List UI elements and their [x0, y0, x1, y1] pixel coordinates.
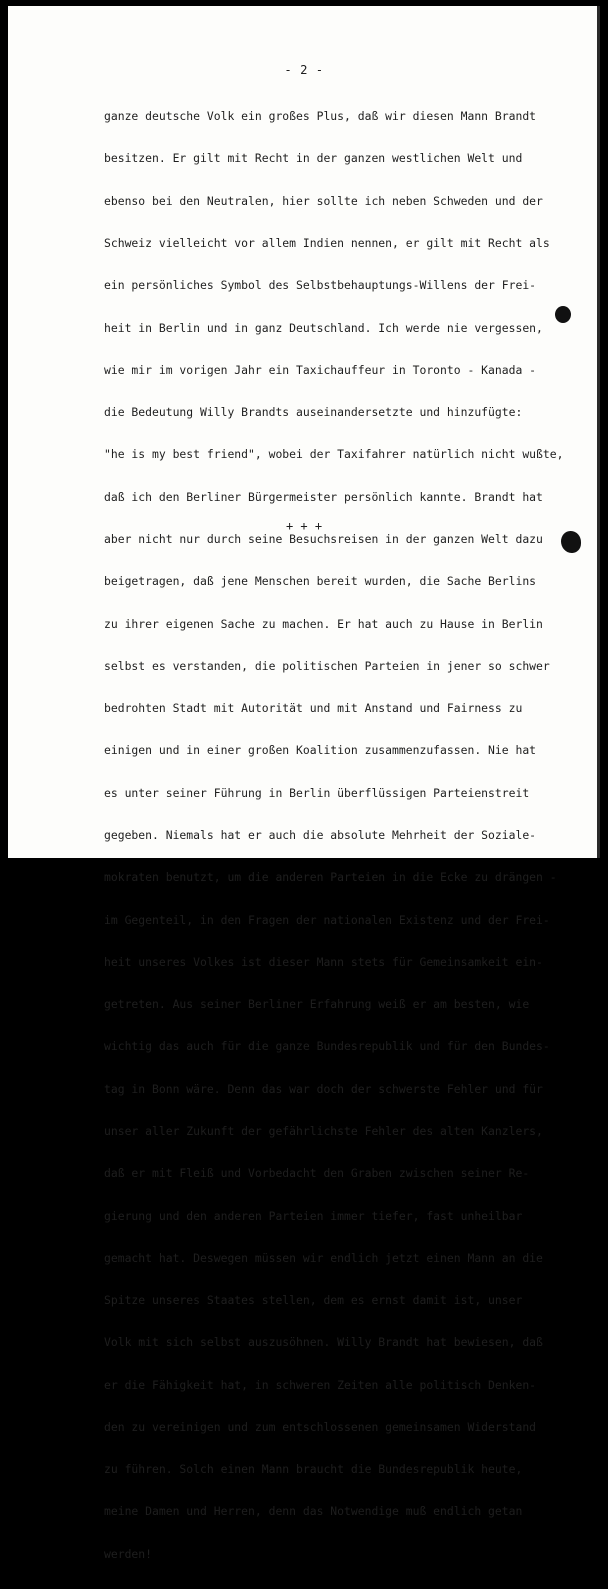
text-line: gierung und den anderen Parteien immer tiefer, fast unheilbar — [104, 1208, 523, 1223]
end-mark: + + + — [285, 519, 323, 533]
text-line: meine Damen und Herren, denn das Notwendige muß endlich getan — [104, 1504, 523, 1519]
text-line: im Gegenteil, in den Fragen der nationalen Existenz und der Frei- — [104, 912, 550, 927]
text-line: Spitze unseres Staates stellen, dem es ernst damit ist, unser — [104, 1293, 523, 1308]
ink-spot — [561, 531, 581, 553]
text-line: es unter seiner Führung in Berlin überflüssigen Parteienstreit — [104, 785, 530, 800]
text-line: einigen und in einer großen Koalition zusammenzufassen. Nie hat — [104, 743, 537, 758]
text-line: daß ich den Berliner Bürgermeister persönlich kannte. Brandt hat — [104, 489, 543, 504]
document-page — [8, 6, 600, 1561]
text-line: er die Fähigkeit hat, in schweren Zeiten alle politisch Denken- — [104, 1377, 537, 1392]
text-line: gemacht hat. Deswegen müssen wir endlich jetzt einen Mann an die — [104, 1250, 543, 1265]
text-line: selbst es verstanden, die politischen Parteien in jener so schwer — [104, 658, 550, 673]
text-line: tag in Bonn wäre. Denn das war doch der schwerste Fehler und für — [104, 1081, 543, 1096]
text-line: die Bedeutung Willy Brandts auseinandersetzte und hinzufügte: — [104, 405, 523, 420]
text-line: ebenso bei den Neutralen, hier sollte ich neben Schweden und der — [104, 193, 543, 208]
text-line: werden! — [104, 1546, 153, 1561]
text-line: ein persönliches Symbol des Selbstbehauptungs-Willens der Frei- — [104, 278, 537, 293]
text-line: Volk mit sich selbst auszusöhnen. Willy Brandt hat bewiesen, daß — [104, 1335, 543, 1350]
text-line: wie mir im vorigen Jahr ein Taxichauffeur in Toronto - Kanada - — [104, 362, 537, 377]
ink-spot — [555, 306, 571, 323]
text-line: getreten. Aus seiner Berliner Erfahrung weiß er am besten, wie — [104, 997, 530, 1012]
text-line: mokraten benutzt, um die anderen Parteien in die Ecke zu drängen - — [104, 870, 557, 885]
text-line: besitzen. Er gilt mit Recht in der ganzen westlichen Welt und — [104, 151, 523, 166]
page-edge-shadow — [597, 6, 600, 858]
text-line: aber nicht nur durch seine Besuchsreisen in der ganzen Welt dazu — [104, 532, 543, 546]
text-line: bedrohten Stadt mit Autorität und mit Anstand und Fairness zu — [104, 701, 523, 716]
text-line: heit in Berlin und in ganz Deutschland. Ich werde nie vergessen, — [104, 320, 543, 335]
text-line: Schweiz vielleicht vor allem Indien nennen, er gilt mit Recht als — [104, 236, 550, 251]
text-line: "he is my best friend", wobei der Taxifahrer natürlich nicht wußte, — [104, 447, 564, 462]
text-line: beigetragen, daß jene Menschen bereit wurden, die Sache Berlins — [104, 574, 537, 589]
text-line: gegeben. Niemals hat er auch die absolute Mehrheit der Soziale- — [104, 827, 537, 842]
text-line: daß er mit Fleiß und Vorbedacht den Graben zwischen seiner Re- — [104, 1166, 530, 1181]
text-line: zu führen. Solch einen Mann braucht die Bundesrepublik heute, — [104, 1462, 523, 1477]
text-line: den zu vereinigen und zum entschlossenen gemeinsamen Widerstand — [104, 1419, 537, 1434]
text-line: wichtig das auch für die ganze Bundesrepublik und für den Bundes- — [104, 1039, 550, 1054]
text-line: heit unseres Volkes ist dieser Mann stets für Gemeinsamkeit ein- — [104, 954, 543, 969]
text-line: unser aller Zukunft der gefährlichste Fehler des alten Kanzlers, — [104, 1123, 543, 1138]
text-line: ganze deutsche Volk ein großes Plus, daß wir diesen Mann Brandt — [104, 109, 537, 124]
body-text — [104, 81, 604, 1589]
page-number: - 2 - — [284, 63, 324, 77]
text-line: zu ihrer eigenen Sache zu machen. Er hat auch zu Hause in Berlin — [104, 616, 543, 631]
